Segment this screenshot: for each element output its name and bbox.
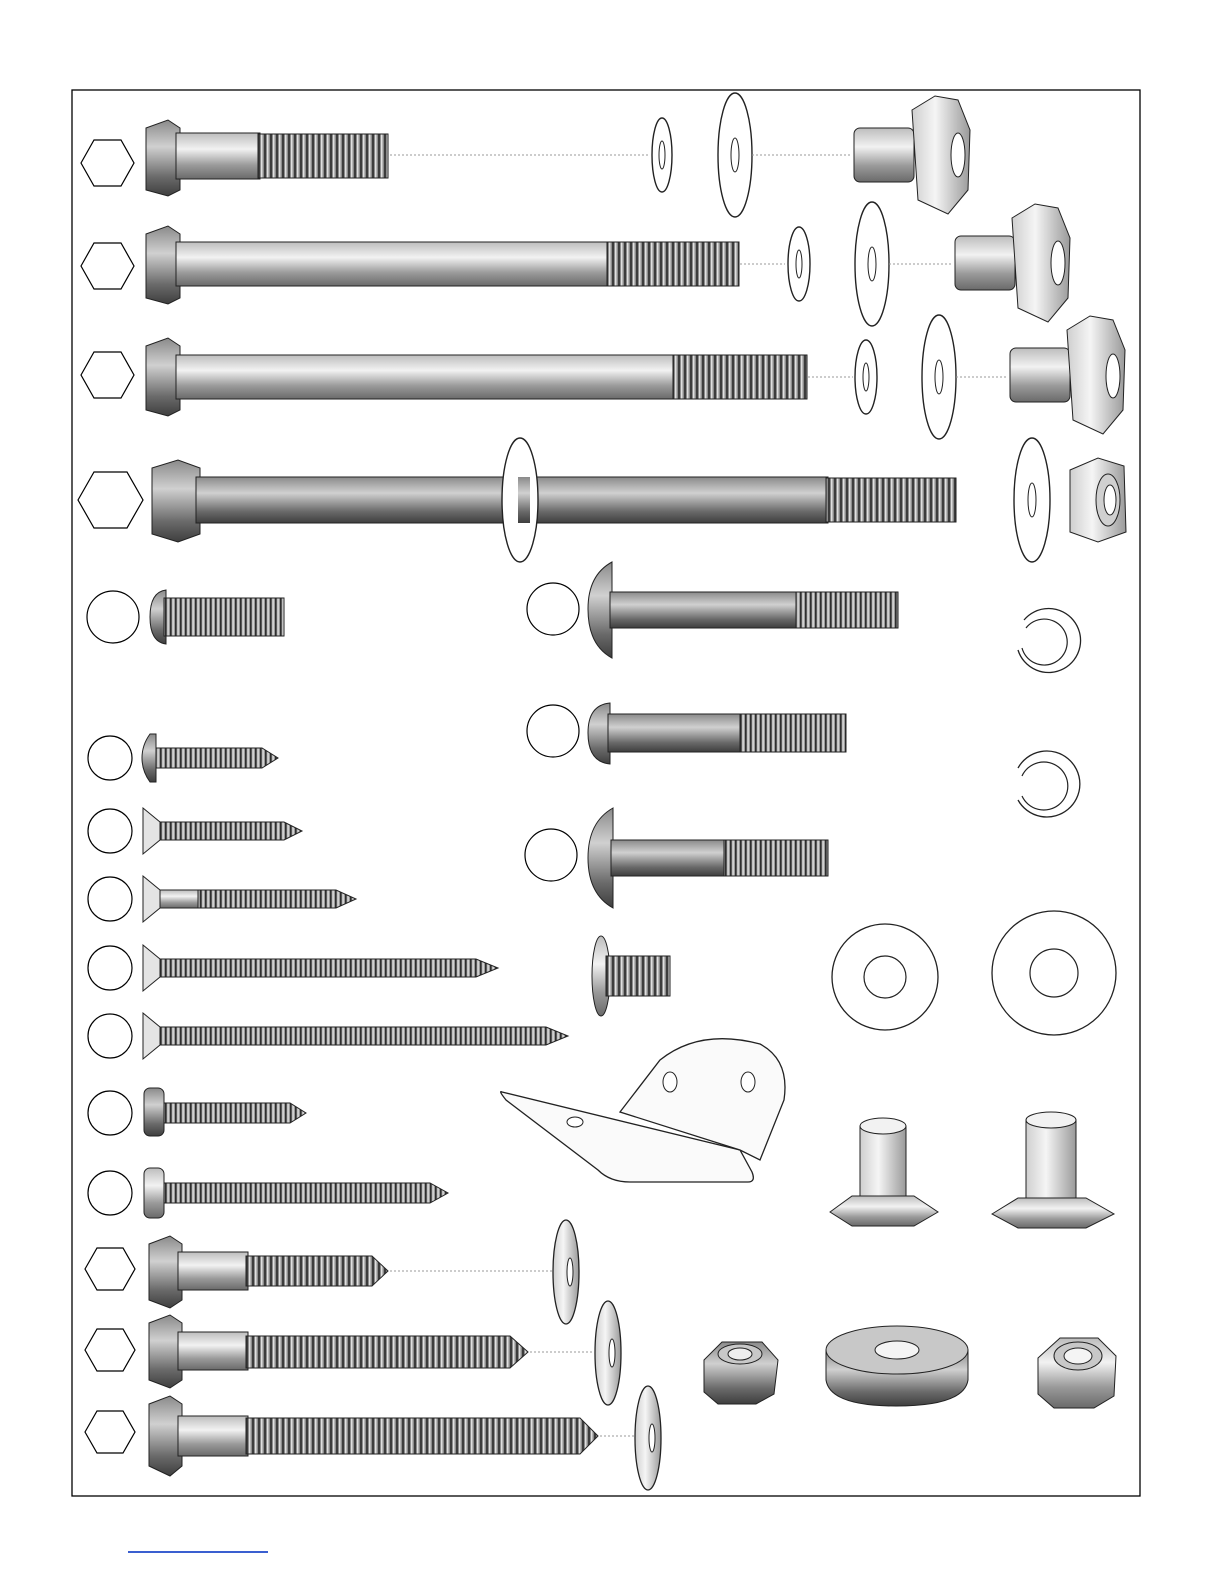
hex-outline-icon bbox=[85, 1411, 135, 1453]
hex-outline-icon bbox=[85, 1329, 135, 1371]
hex-outline-icon bbox=[81, 140, 134, 186]
flat-washer bbox=[922, 315, 1008, 439]
lock-washer bbox=[652, 118, 672, 192]
lag-screw-medium bbox=[85, 1315, 594, 1388]
flat-washer bbox=[553, 1220, 579, 1324]
circle-outline-icon bbox=[88, 946, 132, 990]
split-lock-washer bbox=[1018, 609, 1081, 673]
flat-washer bbox=[635, 1386, 661, 1490]
circle-outline-icon bbox=[88, 1171, 132, 1215]
tee-nut bbox=[1010, 316, 1125, 434]
split-lock-washer bbox=[1018, 751, 1080, 817]
lock-washer bbox=[855, 340, 877, 414]
wood-screw-pan-2 bbox=[88, 1088, 306, 1136]
lag-screw-short bbox=[85, 1236, 552, 1308]
hex-bolt-longer bbox=[81, 338, 853, 416]
push-rivet bbox=[592, 936, 670, 1016]
tee-nut-upright bbox=[992, 1112, 1114, 1228]
tee-nut-upright bbox=[830, 1118, 938, 1226]
circle-outline-icon bbox=[88, 877, 132, 921]
hex-outline-icon bbox=[81, 352, 134, 398]
circle-outline-icon bbox=[525, 829, 577, 881]
angle-bracket bbox=[501, 1039, 785, 1182]
tee-nut bbox=[854, 96, 970, 214]
flat-washer bbox=[855, 202, 953, 326]
wood-screw-pan-3 bbox=[88, 1168, 448, 1218]
lag-screw-long bbox=[85, 1396, 634, 1476]
wood-screw-flat-4 bbox=[88, 1013, 568, 1059]
hex-bolt-extra-long bbox=[78, 438, 956, 562]
nylon-lock-nut bbox=[1038, 1338, 1116, 1408]
tee-nut bbox=[955, 204, 1070, 322]
hex-nut bbox=[704, 1342, 778, 1404]
hex-outline-icon bbox=[81, 243, 134, 289]
wood-screw-flat-1 bbox=[88, 808, 302, 854]
round-head-bolt-short bbox=[87, 590, 284, 644]
hex-bolt-short bbox=[81, 120, 650, 196]
circle-outline-icon bbox=[88, 736, 132, 780]
circle-outline-icon bbox=[88, 1014, 132, 1058]
circle-outline-icon bbox=[527, 583, 579, 635]
hex-outline-icon bbox=[78, 472, 143, 528]
wood-screw-flat-3 bbox=[88, 945, 498, 991]
lock-washer bbox=[788, 227, 810, 301]
large-flat-washer bbox=[992, 911, 1116, 1035]
circle-outline-icon bbox=[527, 705, 579, 757]
round-head-bolt-long bbox=[527, 562, 898, 658]
large-flat-washer bbox=[832, 924, 938, 1030]
wood-screw-flat-2 bbox=[88, 876, 356, 922]
hex-bolt-long bbox=[81, 226, 785, 304]
flat-washer bbox=[595, 1301, 621, 1405]
flat-washer bbox=[718, 93, 852, 217]
circle-outline-icon bbox=[88, 1091, 132, 1135]
flat-washer bbox=[1014, 438, 1050, 562]
circle-outline-icon bbox=[87, 591, 139, 643]
circle-outline-icon bbox=[88, 809, 132, 853]
round-head-bolt-medium bbox=[527, 703, 846, 764]
hex-outline-icon bbox=[85, 1248, 135, 1290]
nylon-lock-nut bbox=[1070, 458, 1126, 542]
footer-link-underline[interactable] bbox=[128, 1551, 268, 1553]
wood-screw-pan-1 bbox=[88, 734, 278, 782]
round-head-bolt-large-head bbox=[525, 808, 828, 908]
spacer bbox=[826, 1326, 968, 1406]
